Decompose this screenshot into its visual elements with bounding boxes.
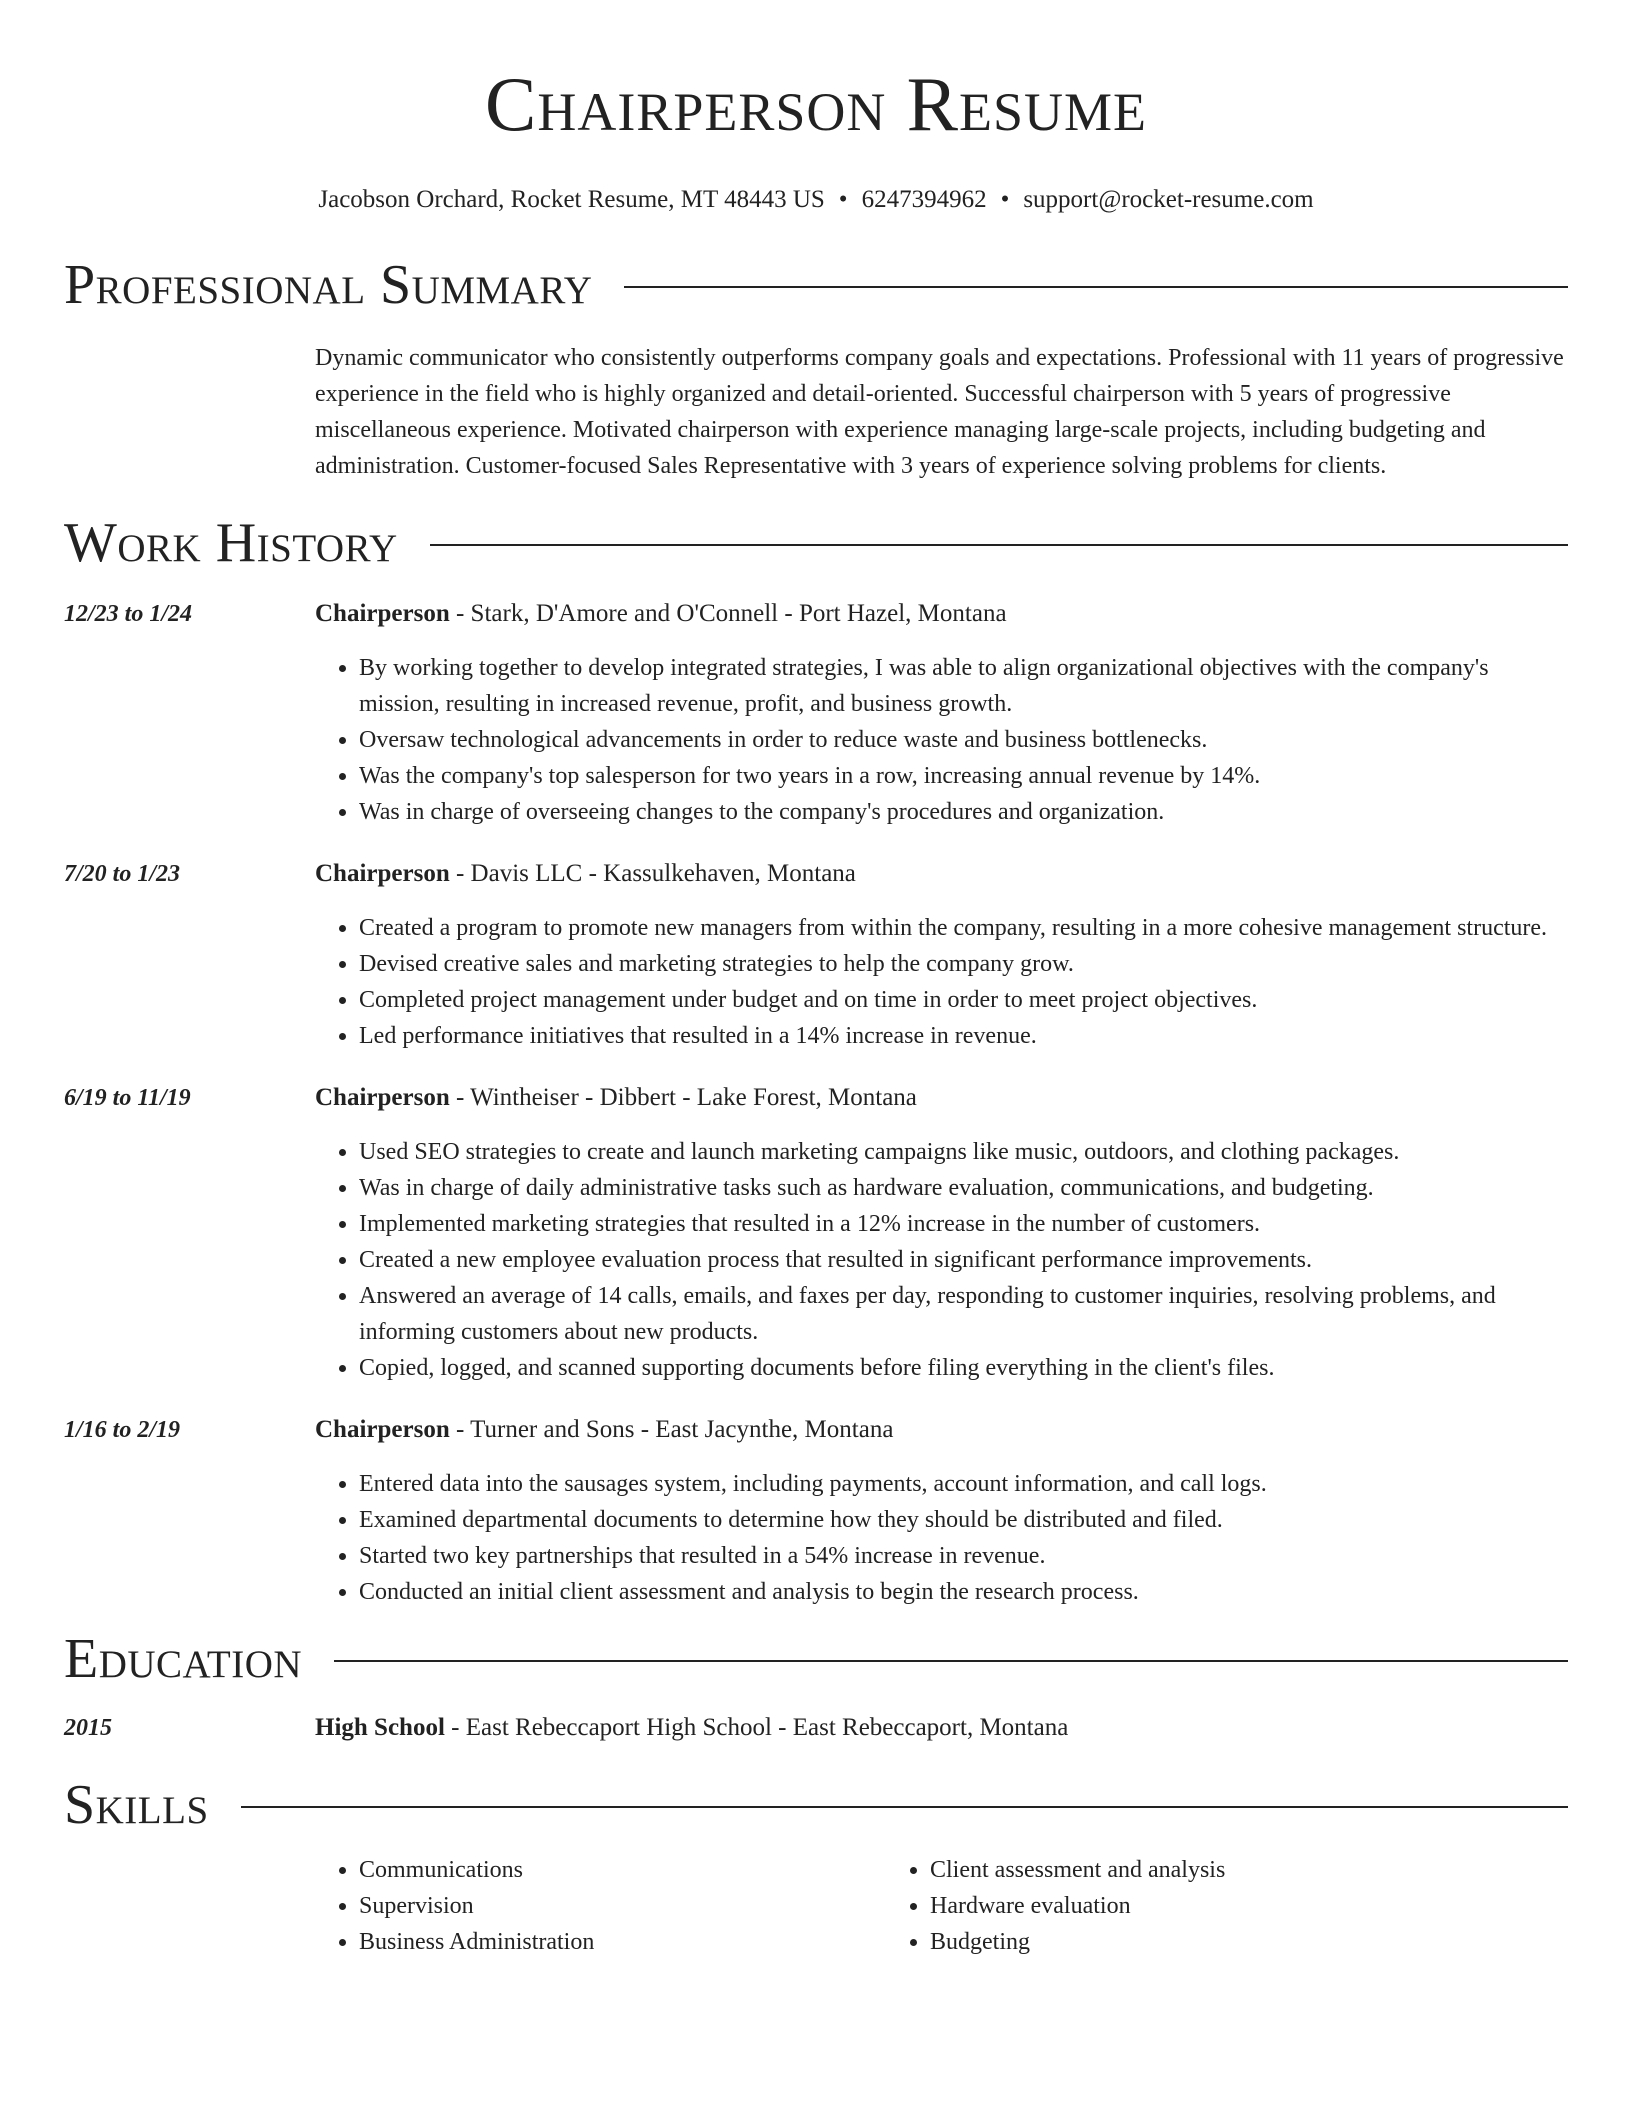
skill-item: • Hardware evaluation	[930, 1888, 1457, 1924]
job-bullet: • Was the company's top salesperson for two years in a row, increasing annual revenue by 14%.	[359, 758, 1568, 794]
summary-heading: Professional Summary	[64, 254, 593, 316]
job-entry	[64, 596, 1568, 830]
job-entry	[64, 1412, 1568, 1610]
contact-line	[64, 184, 1568, 216]
job-bullet: • Copied, logged, and scanned supporting documents before filing everything in the client's files.	[359, 1350, 1568, 1386]
summary-section-header	[64, 252, 1568, 318]
contact-address: Jacobson Orchard, Rocket Resume, MT 48443 US	[318, 186, 825, 213]
job-bullets	[315, 910, 1568, 1054]
job-bullets	[315, 1134, 1568, 1386]
job-dates: 12/23 to 1/24	[64, 601, 193, 627]
skill-item: • Client assessment and analysis	[930, 1852, 1457, 1888]
education-year: 2015	[64, 1715, 112, 1741]
skills-section-header	[64, 1772, 1568, 1838]
job-header	[315, 596, 1568, 632]
skill-item: • Communications	[359, 1852, 886, 1888]
resume-title: Chairperson Resume	[484, 61, 1148, 147]
job-bullet: • Answered an average of 14 calls, emails, and faxes per day, responding to customer inquiries, resolving problems, and informing customers about new products.	[359, 1278, 1568, 1350]
job-bullet: • Created a new employee evaluation process that resulted in significant performance improvements.	[359, 1242, 1568, 1278]
education-header	[315, 1710, 1568, 1746]
section-divider	[430, 544, 1568, 546]
summary-text: Dynamic communicator who consistently outperforms company goals and expectations. Professional with 11 years of progressive experience in the field who is highly organized and detail-oriented. Successful chairperson with 5 years of progressive miscellaneous experience. Motivated chairperson with experience managing large-scale projects, including budgeting and administration. Customer-focused Sales Representative with 3 years of experience solving problems for clients.	[315, 345, 1564, 479]
section-divider	[241, 1806, 1568, 1808]
job-title: Chairperson	[315, 1416, 450, 1443]
job-bullet: • Oversaw technological advancements in order to reduce waste and business bottlenecks.	[359, 722, 1568, 758]
job-bullet: • By working together to develop integrated strategies, I was able to align organizational objectives with the company's mission, resulting in increased revenue, profit, and business growth.	[359, 650, 1568, 722]
job-details: - Turner and Sons - East Jacynthe, Montana	[449, 1416, 894, 1443]
education-entry	[64, 1710, 1568, 1746]
skill-item: • Supervision	[359, 1888, 886, 1924]
job-bullet: • Entered data into the sausages system, including payments, account information, and call logs.	[359, 1466, 1568, 1502]
job-details: - Wintheiser - Dibbert - Lake Forest, Montana	[449, 1084, 917, 1111]
job-bullet: • Was in charge of daily administrative tasks such as hardware evaluation, communications, and budgeting.	[359, 1170, 1568, 1206]
job-dates: 6/19 to 11/19	[64, 1085, 191, 1111]
education-degree: High School	[315, 1714, 445, 1741]
job-bullet: • Started two key partnerships that resulted in a 54% increase in revenue.	[359, 1538, 1568, 1574]
job-bullet: • Conducted an initial client assessment and analysis to begin the research process.	[359, 1574, 1568, 1610]
contact-separator: •	[838, 186, 848, 213]
job-bullets	[315, 650, 1568, 830]
job-header	[315, 1080, 1568, 1116]
contact-phone: 6247394962	[861, 186, 987, 213]
job-dates: 7/20 to 1/23	[64, 861, 181, 887]
skills-list	[315, 1852, 1568, 1960]
job-header	[315, 1412, 1568, 1448]
skills-column-right	[886, 1852, 1457, 1960]
education-details: - East Rebeccaport High School - East Rebeccaport, Montana	[444, 1714, 1069, 1741]
work-heading: Work History	[64, 512, 398, 574]
job-details: - Stark, D'Amore and O'Connell - Port Hazel, Montana	[449, 600, 1007, 627]
work-history-list	[64, 596, 1568, 1610]
job-title: Chairperson	[315, 860, 450, 887]
contact-separator: •	[1000, 186, 1010, 213]
job-dates: 1/16 to 2/19	[64, 1417, 181, 1443]
job-bullet: • Examined departmental documents to determine how they should be distributed and filed.	[359, 1502, 1568, 1538]
job-title: Chairperson	[315, 1084, 450, 1111]
section-divider	[624, 286, 1568, 288]
skill-item: • Business Administration	[359, 1924, 886, 1960]
job-entry	[64, 856, 1568, 1054]
education-section-header	[64, 1626, 1568, 1692]
section-divider	[334, 1660, 1568, 1662]
work-section-header	[64, 510, 1568, 576]
job-bullet: • Led performance initiatives that resulted in a 14% increase in revenue.	[359, 1018, 1568, 1054]
job-bullet: • Created a program to promote new managers from within the company, resulting in a more cohesive management structure.	[359, 910, 1568, 946]
job-header	[315, 856, 1568, 892]
job-title: Chairperson	[315, 600, 450, 627]
job-entry	[64, 1080, 1568, 1386]
job-bullets	[315, 1466, 1568, 1610]
job-bullet: • Was in charge of overseeing changes to the company's procedures and organization.	[359, 794, 1568, 830]
skills-column-left	[315, 1852, 886, 1960]
job-details: - Davis LLC - Kassulkehaven, Montana	[449, 860, 856, 887]
job-bullet: • Devised creative sales and marketing strategies to help the company grow.	[359, 946, 1568, 982]
skills-heading: Skills	[64, 1774, 209, 1836]
skill-item: • Budgeting	[930, 1924, 1457, 1960]
job-bullet: • Implemented marketing strategies that resulted in a 12% increase in the number of customers.	[359, 1206, 1568, 1242]
education-heading: Education	[64, 1628, 303, 1690]
job-bullet: • Used SEO strategies to create and launch marketing campaigns like music, outdoors, and clothing packages.	[359, 1134, 1568, 1170]
job-bullet: • Completed project management under budget and on time in order to meet project objectives.	[359, 982, 1568, 1018]
contact-email: support@rocket-resume.com	[1023, 186, 1314, 213]
